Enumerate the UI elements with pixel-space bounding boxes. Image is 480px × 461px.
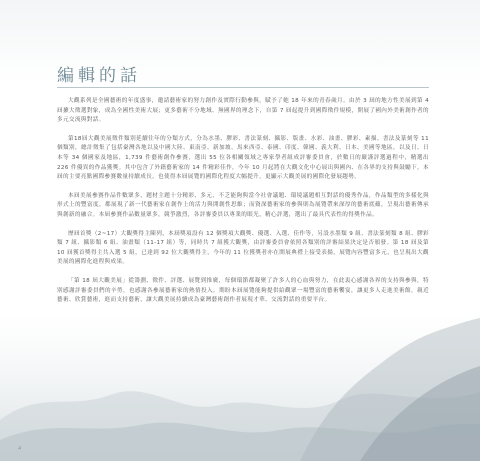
paragraph-3: 本屆美展參賽作品件數眾多，題材主題十分精彩、多元，不乏能夠與當今社會議題、環境議題相互對話的優秀作品，作品類型的多樣化與形式上的豐富度，都展現了新一代藝術家在創作上的活力與開創性思維；而資深藝術家的參與則為展覽帶來深厚的藝術底蘊，呈現出藝術傳承與創新的融合。本屆參賽作品數量眾多，競爭激烈，各評審委員以專業的眼光，精心評選，選出了最具代表性的得獎作品。 xyxy=(57,192,429,218)
paragraph-2: 第18屆大觀美展徵件類別延續往年的分類方式，分為水墨、膠彩、書法篆刻、攝影、版畫、水彩、油畫、膠彩、素描、書法及篆刻等 11 個類別，總計徵集了包括臺灣各地以及中國大陸、東南亞、新加坡、馬來西亞、泰國、印度、韓國、義大利、日本、美國等地區，以及日、日本等 34 個國家及地區，1,739 件藝術創作參賽，選出 55 位各相關領域之專家學者組成評審委員會，於數日的嚴謹評選過程中，精選出 226 件優異的作品獲獎。其中包含了外籍藝術家的 14 件精彩佳作，今年 10 月起將在大觀文化中心展出與國內、在各界的支持與鼓勵下，本屆的主要亮點國際參賽數量持續成長，也使得本屆展覽的國際化程度大幅提升，更顯示大觀美展的國際化發展趨勢。 xyxy=(57,135,429,181)
title-divider xyxy=(57,87,429,88)
paragraph-4: 歷屆首獎（2~17）大觀獎得主陳列，本屆獎項設有 12 個獎項大觀獎、優選、入選、佳作等，另設水墨類 9 組、書法篆刻類 8 組、膠彩類 7 組、攝影類 6 組、油畫類（11-17 組）等，同時共 7 組獲大觀獎，由評審委員會依照各類別的評審結果決定是否頒發。第 18 屆及第 10 屆獲首獎得主共入選 5 組，已達到 92 位大觀獎得主，今年的 11 位獲獎者亦在開展典禮上接受表揚，展覽內容豐富多元，也呈現出大觀美展的國際化進程與成果。 xyxy=(57,230,429,266)
paragraph-1: 大觀系列是全國藝術的年度盛事，邀請藝術家的努力創作及實際行動參與，賦予了她 18 年來的青春歲月。由於 3 屆的地方性美展到第 4 屆擴大徵選對象，成為全國性美術大展；更多藝術不分地域、無國界的理念下，自第 7 屆起提升到國際徵件規模，開展了國內外美術創作者的多元交流與對話。 xyxy=(57,98,429,124)
paragraph-5: 「第 18 屆大觀美展」從籌劃、徵件、評選、展覽到推廣，每個環節都凝聚了許多人的心血與努力，在此衷心感謝各界的支持與參與，特別感謝評審委員們的辛勞，也感謝各參展藝術家的熱情投入。期盼本屆展覽能夠提供給觀眾一場豐富的藝術饗宴，讓更多人走進美術館，親近 xyxy=(57,277,429,294)
page-number: 4 xyxy=(18,446,22,452)
ink-landscape-illustration xyxy=(0,300,480,461)
body-text xyxy=(57,97,429,315)
page-title: 編輯的話 xyxy=(57,66,141,86)
